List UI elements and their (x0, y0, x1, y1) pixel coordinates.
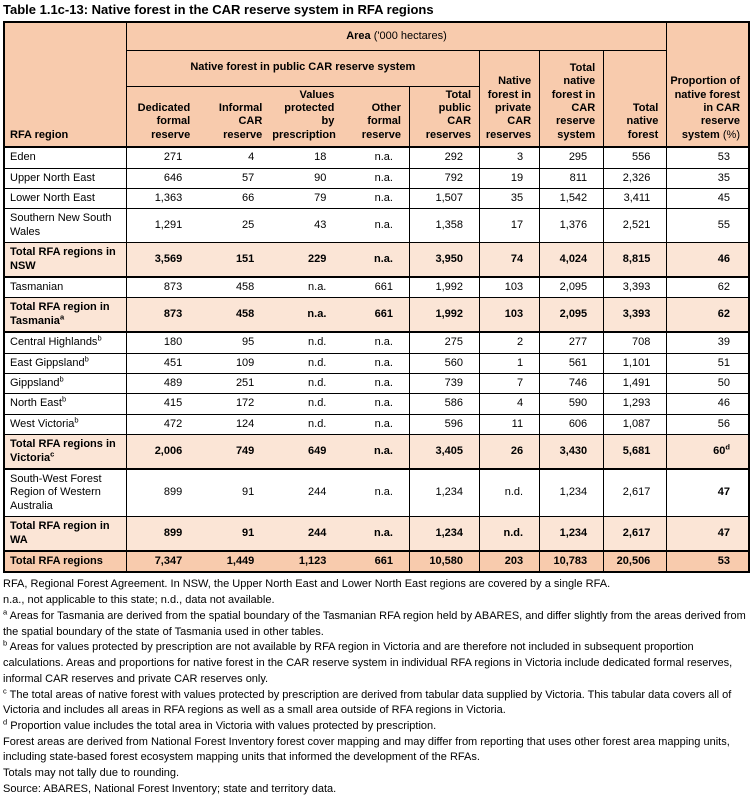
region-cell: Total RFA region in WA (4, 517, 126, 551)
value-cell: 560 (409, 353, 479, 373)
value-cell: 2,326 (604, 168, 667, 188)
region-cell: North East$^b$ (4, 394, 126, 414)
value-cell: 17 (480, 209, 540, 243)
value-cell: 1,123 (270, 551, 342, 572)
value-cell: 62 (667, 298, 749, 332)
table-row (4, 277, 749, 298)
value-cell: n.d. (270, 332, 342, 353)
value-cell: n.a. (342, 209, 409, 243)
region-cell: Lower North East (4, 188, 126, 208)
value-cell: 229 (270, 243, 342, 277)
value-cell: 3,950 (409, 243, 479, 277)
value-cell: 244 (270, 517, 342, 551)
value-cell: 1,992 (409, 298, 479, 332)
value-cell: 596 (409, 414, 479, 434)
value-cell: 661 (342, 298, 409, 332)
value-cell: 10,783 (540, 551, 604, 572)
value-cell: 873 (126, 298, 198, 332)
footnote-line: Forest areas are derived from National Forest Inventory forest cover mapping and may differ from reporting that uses other forest area mapping units, including state-based forest ecosystem mapping units that informed the development of the RFAs. (3, 735, 730, 764)
region-cell: South-West Forest Region of Western Australia (4, 469, 126, 517)
value-cell: 792 (409, 168, 479, 188)
table-row (4, 298, 749, 332)
value-cell: 45 (667, 188, 749, 208)
value-cell: 1,234 (540, 469, 604, 517)
value-cell: 3,411 (604, 188, 667, 208)
table-row (4, 147, 749, 168)
value-cell: 103 (480, 298, 540, 332)
header-informal-car: Informal CAR reserve (198, 86, 270, 147)
value-cell: 1,491 (604, 374, 667, 394)
value-cell: 1,234 (409, 469, 479, 517)
value-cell: 91 (198, 517, 270, 551)
value-cell: n.a. (270, 277, 342, 298)
region-cell: Tasmanian (4, 277, 126, 298)
value-cell: 203 (480, 551, 540, 572)
value-cell: n.a. (342, 394, 409, 414)
value-cell: 1,376 (540, 209, 604, 243)
value-cell: 35 (667, 168, 749, 188)
value-cell: 4,024 (540, 243, 604, 277)
value-cell: 20,506 (604, 551, 667, 572)
value-cell: 51 (667, 353, 749, 373)
region-cell: Central Highlands$^b$ (4, 332, 126, 353)
value-cell: 74 (480, 243, 540, 277)
value-cell: 1,358 (409, 209, 479, 243)
table-row (4, 517, 749, 551)
value-cell: 1,291 (126, 209, 198, 243)
value-cell: 57 (198, 168, 270, 188)
value-cell: 708 (604, 332, 667, 353)
value-cell: 2,521 (604, 209, 667, 243)
value-cell: 62 (667, 277, 749, 298)
value-cell: 4 (480, 394, 540, 414)
value-cell: 8,815 (604, 243, 667, 277)
value-cell: n.d. (480, 469, 540, 517)
value-cell: 749 (198, 435, 270, 469)
table-row (4, 374, 749, 394)
value-cell: 18 (270, 147, 342, 168)
value-cell: 244 (270, 469, 342, 517)
region-cell: Total RFA regions in NSW (4, 243, 126, 277)
value-cell: 899 (126, 517, 198, 551)
value-cell: 649 (270, 435, 342, 469)
table-row (4, 469, 749, 517)
value-cell: 2,006 (126, 435, 198, 469)
native-forest-car-table (3, 21, 750, 573)
header-values-prescription: Values protected by prescription (270, 86, 342, 147)
value-cell: 646 (126, 168, 198, 188)
value-cell: 3,569 (126, 243, 198, 277)
value-cell: 43 (270, 209, 342, 243)
header-rfa-region: RFA region (4, 22, 126, 147)
table-row (4, 168, 749, 188)
value-cell: 275 (409, 332, 479, 353)
value-cell: 60$^d$ (667, 435, 749, 469)
value-cell: 56 (667, 414, 749, 434)
value-cell: 79 (270, 188, 342, 208)
value-cell: 53 (667, 147, 749, 168)
value-cell: 661 (342, 551, 409, 572)
value-cell: n.a. (342, 168, 409, 188)
value-cell: 180 (126, 332, 198, 353)
value-cell: 151 (198, 243, 270, 277)
value-cell: 47 (667, 517, 749, 551)
value-cell: n.a. (342, 374, 409, 394)
footnote-line: n.a., not applicable to this state; n.d., data not available. (3, 594, 275, 607)
value-cell: 2,095 (540, 277, 604, 298)
region-cell: West Victoria$^b$ (4, 414, 126, 434)
value-cell: 5,681 (604, 435, 667, 469)
value-cell: 1,449 (198, 551, 270, 572)
value-cell: 3 (480, 147, 540, 168)
value-cell: 47 (667, 469, 749, 517)
value-cell: 899 (126, 469, 198, 517)
value-cell: n.d. (270, 394, 342, 414)
value-cell: 2,617 (604, 517, 667, 551)
value-cell: 1,101 (604, 353, 667, 373)
value-cell: n.a. (342, 243, 409, 277)
value-cell: n.d. (270, 353, 342, 373)
value-cell: 811 (540, 168, 604, 188)
header-total-public-car: Total public CAR reserves (409, 86, 479, 147)
value-cell: 26 (480, 435, 540, 469)
value-cell: 172 (198, 394, 270, 414)
value-cell: 2 (480, 332, 540, 353)
value-cell: n.a. (342, 414, 409, 434)
region-cell: Gippsland$^b$ (4, 374, 126, 394)
region-cell: Total RFA regions in Victoria$^c$ (4, 435, 126, 469)
value-cell: n.a. (342, 147, 409, 168)
header-area-band: Area ('000 hectares) (126, 22, 667, 50)
footnotes (3, 577, 750, 797)
value-cell: 91 (198, 469, 270, 517)
value-cell: 3,393 (604, 277, 667, 298)
table-row (4, 414, 749, 434)
footnote-line: Totals may not tally due to rounding. (3, 767, 180, 780)
value-cell: 3,430 (540, 435, 604, 469)
value-cell: 1,992 (409, 277, 479, 298)
value-cell: 66 (198, 188, 270, 208)
value-cell: n.d. (480, 517, 540, 551)
value-cell: 2,617 (604, 469, 667, 517)
value-cell: 1,087 (604, 414, 667, 434)
value-cell: 415 (126, 394, 198, 414)
value-cell: 124 (198, 414, 270, 434)
table-row (4, 435, 749, 469)
header-dedicated-formal: Dedicated formal reserve (126, 86, 198, 147)
value-cell: 251 (198, 374, 270, 394)
table-row (4, 353, 749, 373)
header-total-native-forest: Total native forest (604, 50, 667, 147)
page-title: Table 1.1c-13: Native forest in the CAR reserve system in RFA regions (3, 2, 434, 17)
value-cell: n.a. (342, 188, 409, 208)
value-cell: 746 (540, 374, 604, 394)
table-row (4, 243, 749, 277)
value-cell: 95 (198, 332, 270, 353)
header-proportion: Proportion of native forest in CAR reserve system (%) (667, 22, 749, 147)
value-cell: 1,293 (604, 394, 667, 414)
value-cell: 1,234 (540, 517, 604, 551)
region-cell: Southern New South Wales (4, 209, 126, 243)
value-cell: 873 (126, 277, 198, 298)
value-cell: 1,507 (409, 188, 479, 208)
value-cell: 292 (409, 147, 479, 168)
table-row (4, 332, 749, 353)
value-cell: 606 (540, 414, 604, 434)
table-row (4, 188, 749, 208)
value-cell: 50 (667, 374, 749, 394)
region-cell: East Gippsland$^b$ (4, 353, 126, 373)
table-row (4, 551, 749, 572)
value-cell: 46 (667, 394, 749, 414)
value-cell: 586 (409, 394, 479, 414)
table-row (4, 394, 749, 414)
value-cell: 561 (540, 353, 604, 373)
value-cell: 451 (126, 353, 198, 373)
value-cell: 458 (198, 298, 270, 332)
value-cell: 39 (667, 332, 749, 353)
value-cell: 1 (480, 353, 540, 373)
value-cell: 1,542 (540, 188, 604, 208)
value-cell: 458 (198, 277, 270, 298)
value-cell: 10,580 (409, 551, 479, 572)
value-cell: 3,405 (409, 435, 479, 469)
header-private-car: Native forest in private CAR reserves (480, 50, 540, 147)
table-header (4, 22, 749, 147)
value-cell: 556 (604, 147, 667, 168)
value-cell: 19 (480, 168, 540, 188)
value-cell: 489 (126, 374, 198, 394)
value-cell: 25 (198, 209, 270, 243)
region-cell: Eden (4, 147, 126, 168)
footnote-line: Source: ABARES, National Forest Inventory; state and territory data. (3, 782, 337, 795)
value-cell: n.a. (342, 517, 409, 551)
value-cell: n.d. (270, 374, 342, 394)
value-cell: 1,234 (409, 517, 479, 551)
value-cell: n.a. (342, 353, 409, 373)
value-cell: 11 (480, 414, 540, 434)
value-cell: 3,393 (604, 298, 667, 332)
value-cell: 271 (126, 147, 198, 168)
value-cell: 53 (667, 551, 749, 572)
value-cell: 7 (480, 374, 540, 394)
value-cell: 7,347 (126, 551, 198, 572)
value-cell: 90 (270, 168, 342, 188)
value-cell: 2,095 (540, 298, 604, 332)
value-cell: n.a. (342, 332, 409, 353)
value-cell: 103 (480, 277, 540, 298)
value-cell: 472 (126, 414, 198, 434)
value-cell: 109 (198, 353, 270, 373)
value-cell: n.a. (270, 298, 342, 332)
value-cell: 661 (342, 277, 409, 298)
footnote-line: $^a$ Areas for Tasmania are derived from the spatial boundary of the Tasmanian RFA region held by ABARES, and differ slightly from the areas derived from the spatial boundary of the state of Tasmania used in other tables. (3, 607, 746, 638)
footnote-line: $^d$ Proportion value includes the total area in Victoria with values protected by prescription. (3, 717, 437, 732)
value-cell: 46 (667, 243, 749, 277)
footnote-line: RFA, Regional Forest Agreement. In NSW, the Upper North East and Lower North East regions are covered by a single RFA. (3, 578, 611, 591)
value-cell: 1,363 (126, 188, 198, 208)
header-other-formal: Other formal reserve (342, 86, 409, 147)
header-public-banner: Native forest in public CAR reserve system (126, 50, 479, 86)
value-cell: 739 (409, 374, 479, 394)
value-cell: 277 (540, 332, 604, 353)
region-cell: Upper North East (4, 168, 126, 188)
value-cell: 4 (198, 147, 270, 168)
region-cell: Total RFA regions (4, 551, 126, 572)
table-row (4, 209, 749, 243)
value-cell: n.d. (270, 414, 342, 434)
value-cell: n.a. (342, 435, 409, 469)
value-cell: 295 (540, 147, 604, 168)
footnote-line: $^c$ The total areas of native forest with values protected by prescription are derived from tabular data supplied by Victoria. This tabular data covers all of Victoria and includes all areas in RFA regions as well as a small area outside of RFA regions in Victoria. (3, 685, 732, 717)
value-cell: 55 (667, 209, 749, 243)
table-body (4, 147, 749, 572)
footnote-line: $^b$ Areas for values protected by prescription are not available by RFA region in Victoria and are therefore not included in subsequent proportion calculations. Areas and proportions for native forest in the CAR reserve system in individual RFA regions in Victoria include dedicated formal reserves, informal CAR reserves and private CAR reserves only. (3, 638, 733, 685)
value-cell: n.a. (342, 469, 409, 517)
region-cell: Total RFA region in Tasmania$^a$ (4, 298, 126, 332)
header-total-native-car: Total native forest in CAR reserve system (540, 50, 604, 147)
value-cell: 35 (480, 188, 540, 208)
value-cell: 590 (540, 394, 604, 414)
